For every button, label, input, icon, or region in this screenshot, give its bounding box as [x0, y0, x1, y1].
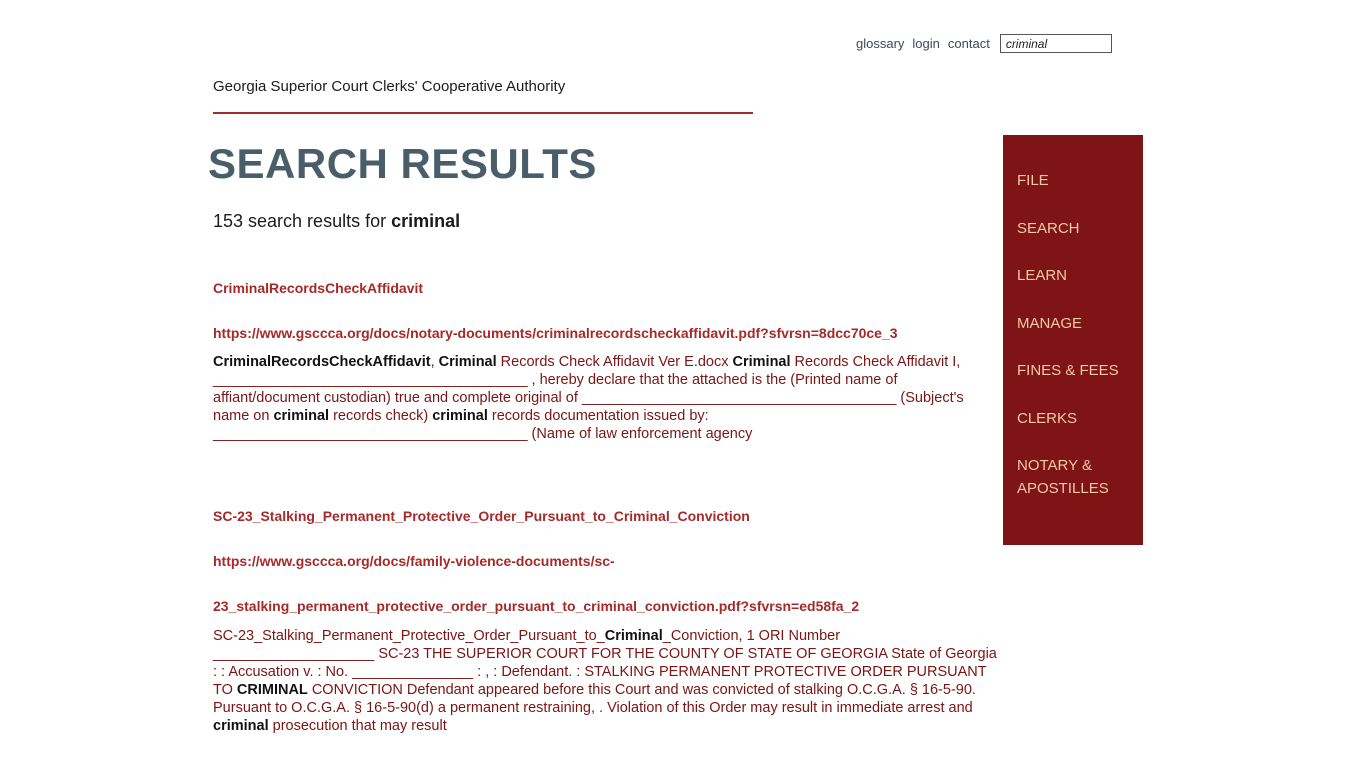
menu-item-label: NOTARY & — [1017, 457, 1093, 474]
results-summary-term: criminal — [391, 211, 461, 231]
menu-item-manage[interactable]: MANAGE — [1017, 315, 1083, 332]
contact-link[interactable]: contact — [947, 36, 990, 51]
menu-item-learn[interactable]: LEARN — [1017, 267, 1068, 284]
page-title: SEARCH RESULTS — [208, 140, 597, 187]
snippet-highlight: Criminal — [438, 354, 497, 370]
menu-item-notary-apostilles[interactable] — [1017, 454, 1109, 500]
search-result — [213, 280, 998, 443]
main-menu-sidebar — [1003, 135, 1143, 545]
menu-item-fines-fees[interactable]: FINES & FEES — [1017, 362, 1119, 379]
result-title-link[interactable]: SC-23_Stalking_Permanent_Protective_Order_Pursuant_to_Criminal_Conviction — [213, 508, 750, 524]
snippet-text: SC-23_Stalking_Permanent_Protective_Order_Pursuant_to_ — [213, 628, 605, 644]
snippet-highlight: Criminal — [732, 354, 791, 370]
glossary-link[interactable]: glossary — [856, 36, 905, 51]
snippet-text: prosecution that may result — [268, 718, 447, 734]
result-url-link[interactable]: https://www.gsccca.org/docs/notary-documents/criminalrecordscheckaffidavit.pdf?sfvrsn=8dcc70ce_3 — [213, 325, 898, 341]
result-snippet — [213, 627, 998, 735]
snippet-text: , — [430, 354, 439, 370]
snippet-highlight: criminal — [432, 408, 488, 424]
result-url-line: 23_stalking_permanent_protective_order_pursuant_to_criminal_conviction.pdf?sfvrsn=ed58fa_2 — [213, 598, 860, 614]
snippet-highlight: criminal — [213, 718, 269, 734]
results-summary-prefix: 153 search results for — [213, 211, 392, 231]
snippet-highlight: CriminalRecordsCheckAffidavit — [213, 354, 431, 370]
snippet-text: Records Check Affidavit I, _______________________________________ , hereby declare that the attached is the (Printed name of affiant/document custodian) true and complete original of _______________________________________ (Subject's name on — [213, 354, 964, 424]
search-input[interactable] — [1000, 34, 1112, 53]
result-snippet — [213, 353, 998, 443]
result-url-line: https://www.gsccca.org/docs/family-violence-documents/sc- — [213, 553, 615, 569]
result-url-link[interactable] — [213, 553, 998, 614]
search-result — [213, 508, 998, 735]
snippet-text: records check) — [329, 408, 433, 424]
snippet-text: _Conviction, 1 ORI Number ____________________ SC-23 THE SUPERIOR COURT FOR THE COUNTY OF STATE OF GEORGIA State of Georgia : : Accusation v. : No. _______________ : , : Defendant. : STALKING PERMANENT PROTECTIVE ORDER PURSUANT TO — [213, 628, 997, 698]
snippet-text: records documentation issued by: _______________________________________ (Name of law enforcement agency — [213, 408, 753, 442]
snippet-highlight: criminal — [273, 408, 330, 424]
snippet-highlight: Criminal — [604, 628, 663, 644]
top-nav — [856, 34, 1112, 53]
site-brand[interactable]: Georgia Superior Court Clerks' Cooperative Authority — [213, 78, 566, 95]
login-link[interactable]: login — [912, 36, 940, 51]
brand-divider — [213, 112, 753, 114]
results-summary — [213, 211, 460, 232]
snippet-highlight: CRIMINAL — [236, 682, 308, 698]
menu-item-clerks[interactable]: CLERKS — [1017, 410, 1078, 427]
menu-item-label: APOSTILLES — [1017, 480, 1109, 497]
snippet-text: Records Check Affidavit Ver E.docx — [496, 354, 733, 370]
menu-item-file[interactable]: FILE — [1017, 172, 1049, 189]
result-title-link[interactable]: CriminalRecordsCheckAffidavit — [213, 280, 424, 296]
snippet-text: CONVICTION Defendant appeared before this Court and was convicted of stalking O.C.G.A. § 16-5-90. Pursuant to O.C.G.A. § 16-5-90(d) a permanent restraining, . Violation of this Order may result in immediate arrest and — [213, 682, 976, 716]
menu-item-search[interactable]: SEARCH — [1017, 220, 1080, 237]
